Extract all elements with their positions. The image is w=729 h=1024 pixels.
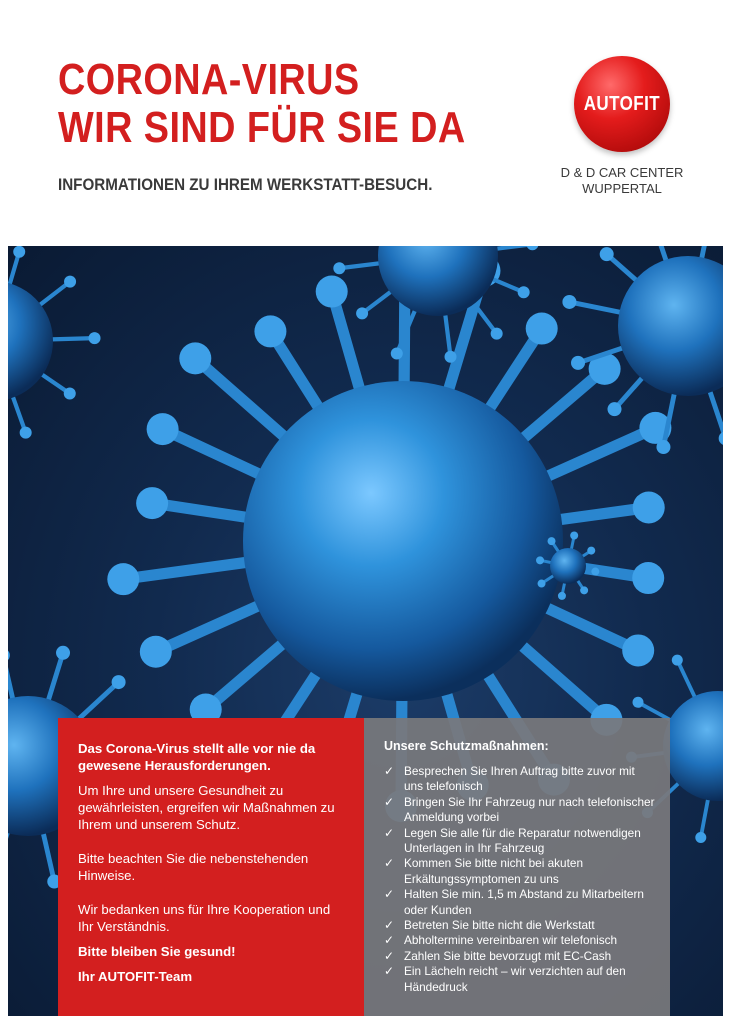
check-icon: ✓: [384, 887, 394, 902]
company-line-1: D & D CAR CENTER: [560, 165, 684, 180]
measures-list: [384, 764, 656, 995]
measure-item: [384, 964, 656, 995]
headline: [58, 56, 466, 152]
company-name: [540, 165, 704, 197]
info-paragraph-1: Um Ihre und unsere Gesundheit zu gewährleisten, ergreifen wir Maßnahmen zu Ihrem und unserem Schutz.: [78, 783, 335, 832]
headline-line-1: CORONA-VIRUS: [58, 55, 360, 104]
virus-particle: [8, 246, 101, 444]
closing-signature: Ihr AUTOFIT-Team: [78, 969, 193, 984]
check-icon: ✓: [384, 918, 394, 933]
company-line-2: WUPPERTAL: [582, 181, 662, 196]
measure-item: [384, 887, 656, 918]
measure-item-text: Bringen Sie Ihr Fahrzeug nur nach telefonischer Anmeldung vorbei: [404, 794, 655, 825]
check-icon: ✓: [384, 764, 394, 778]
measure-item-text: Legen Sie alle für die Reparatur notwendigen Unterlagen in Ihr Fahrzeug: [404, 825, 641, 856]
autofit-logo: [574, 56, 670, 152]
measures-title: Unsere Schutzmaßnahmen:: [384, 739, 549, 753]
closing-greeting: Bitte bleiben Sie gesund!: [78, 944, 236, 959]
measure-item-text: Kommen Sie bitte nicht bei akuten Erkältungssymptomen zu uns: [404, 856, 584, 886]
measure-item: [384, 826, 656, 857]
measure-item: [384, 764, 656, 795]
check-icon: ✓: [384, 856, 394, 871]
info-paragraph-2: Bitte beachten Sie die nebenstehenden Hinweise.: [78, 851, 309, 883]
measure-item-text: Abholtermine vereinbaren wir telefonisch: [404, 933, 618, 948]
check-icon: ✓: [384, 825, 394, 840]
measures-panel: [364, 718, 670, 1016]
info-heading: Das Corona-Virus stellt alle vor nie da gewesene Herausforderungen.: [78, 741, 316, 773]
measure-item: [384, 918, 656, 933]
measure-item-text: Halten Sie min. 1,5 m Abstand zu Mitarbeitern oder Kunden: [404, 887, 644, 917]
measure-item: [384, 933, 656, 948]
measure-item: [384, 856, 656, 887]
measure-item-text: Betreten Sie bitte nicht die Werkstatt: [404, 918, 595, 933]
check-icon: ✓: [384, 933, 394, 948]
measure-item-text: Ein Lächeln reicht – wir verzichten auf den Händedruck: [404, 964, 626, 994]
check-icon: ✓: [384, 948, 394, 963]
info-paragraph-3: Wir bedanken uns für Ihre Kooperation und Ihr Verständnis.: [78, 902, 331, 934]
subheadline: INFORMATIONEN ZU IHREM WERKSTATT-BESUCH.: [58, 176, 433, 194]
headline-line-2: WIR SIND FÜR SIE DA: [58, 103, 466, 152]
logo-text: AUTOFIT: [583, 92, 661, 115]
measure-item-text: Besprechen Sie Ihren Auftrag bitte zuvor mit uns telefonisch: [404, 764, 635, 794]
check-icon: ✓: [384, 794, 394, 809]
measure-item: [384, 795, 656, 826]
virus-particle: [333, 246, 538, 363]
info-panel: [58, 718, 364, 1016]
check-icon: ✓: [384, 964, 394, 979]
measure-item-text: Zahlen Sie bitte bevorzugt mit EC-Cash: [404, 948, 612, 963]
measure-item: [384, 949, 656, 964]
